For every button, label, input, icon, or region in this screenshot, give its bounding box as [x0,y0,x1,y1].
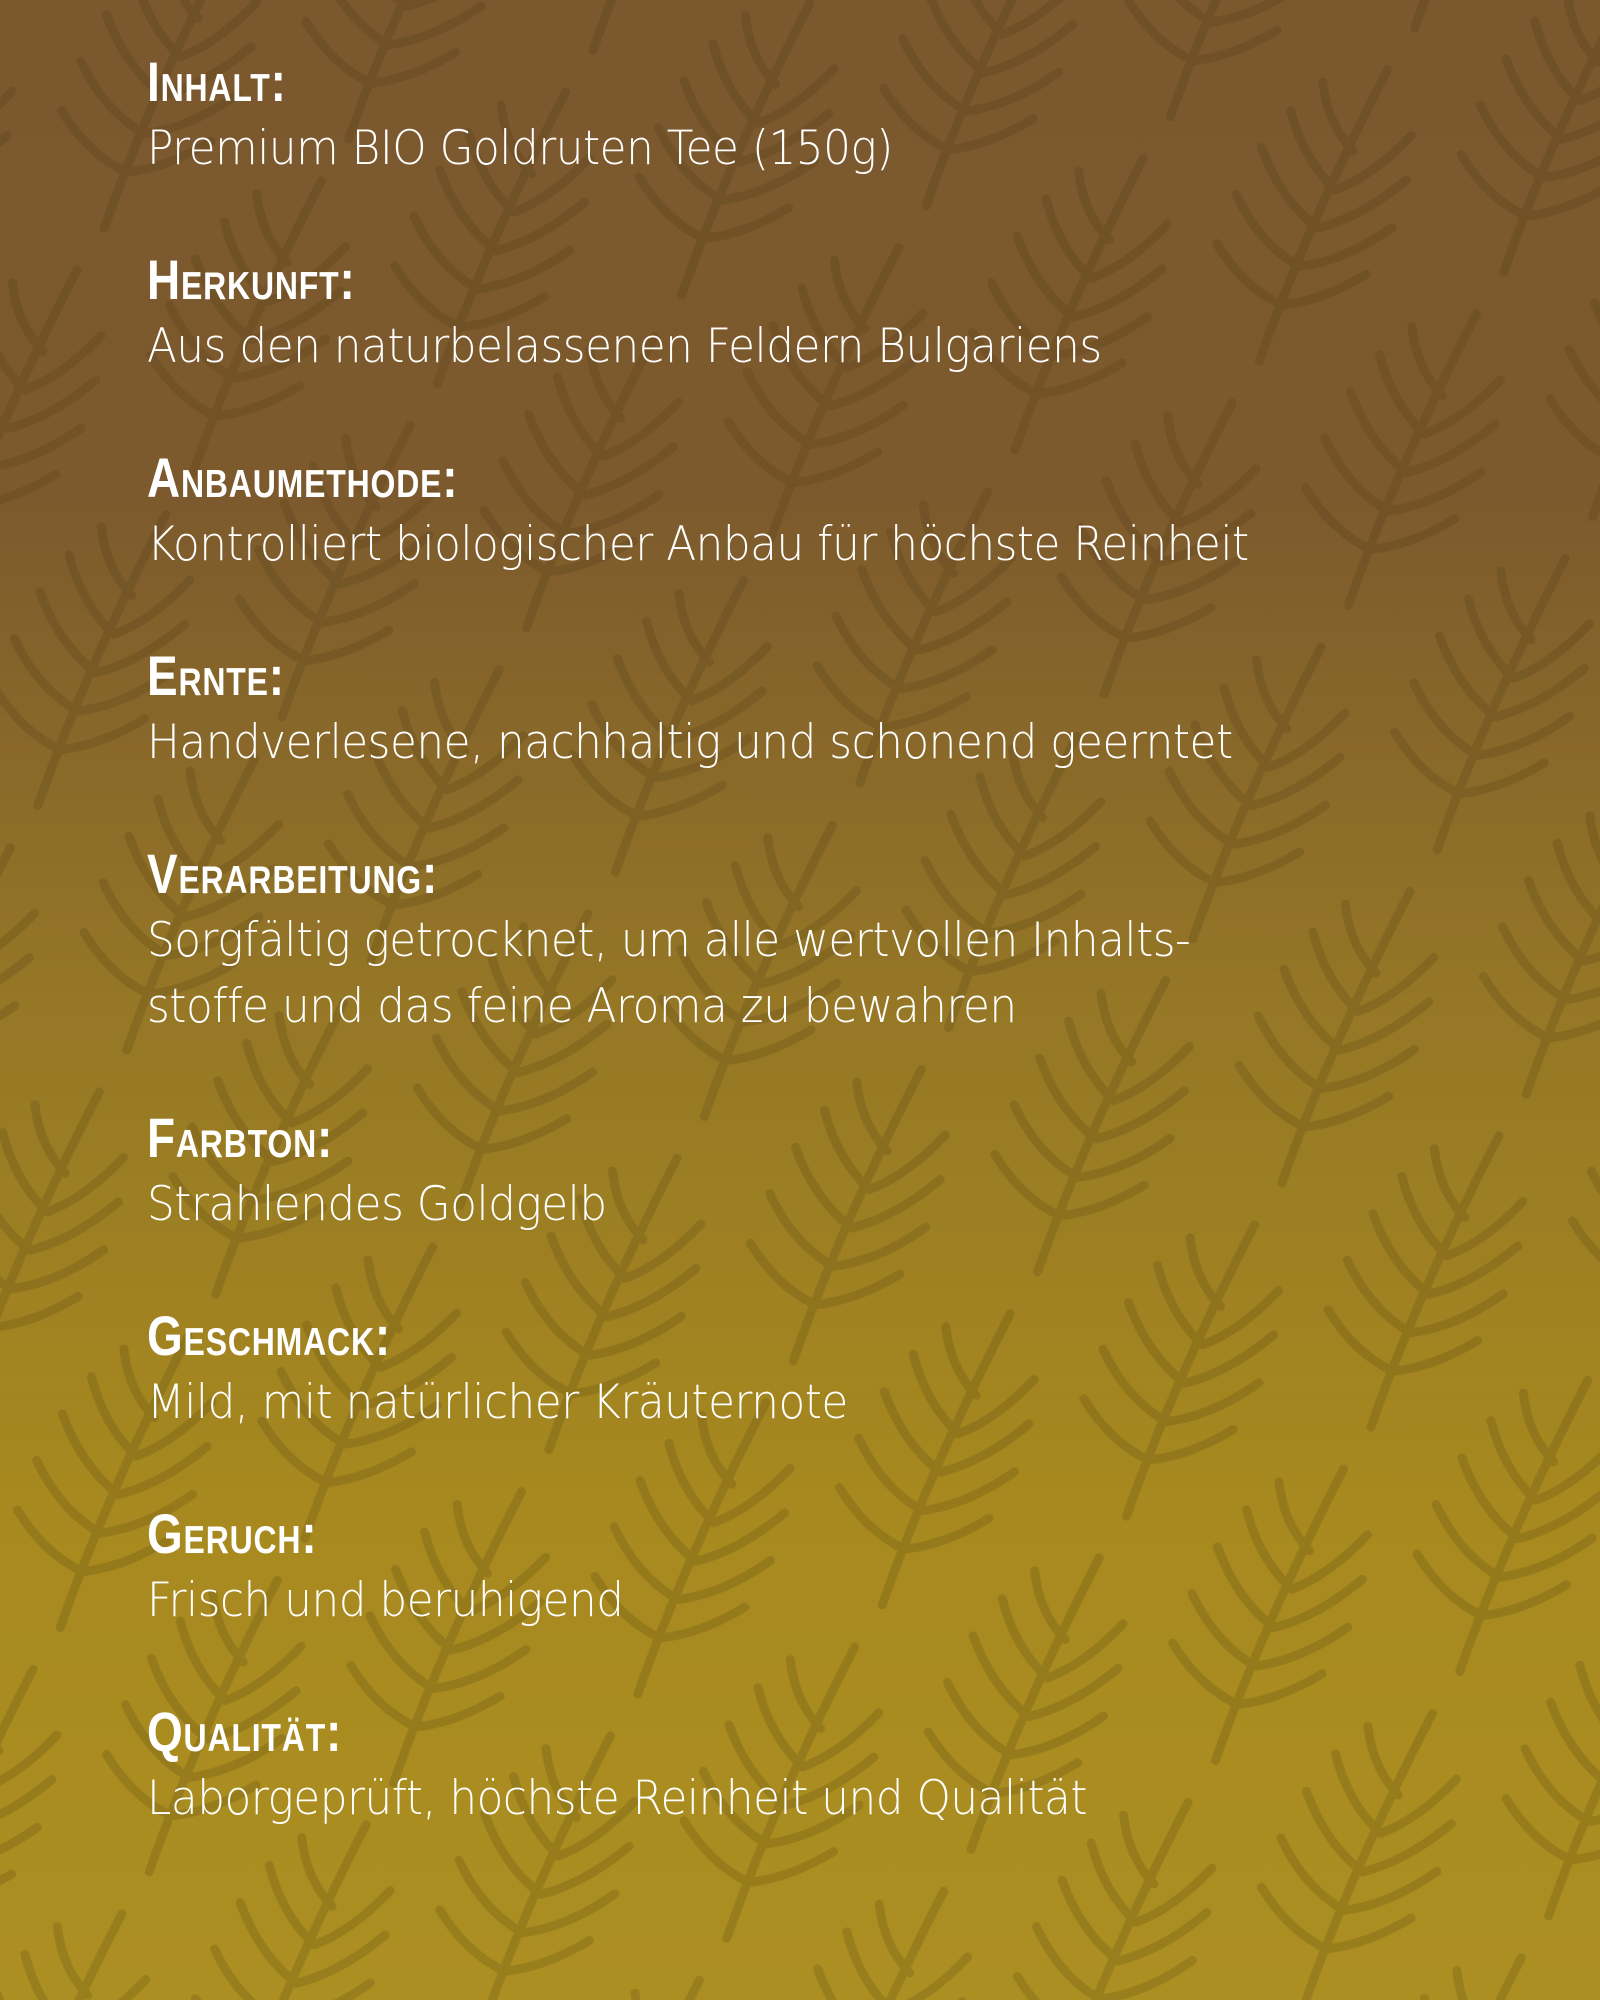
section-verarbeitung [147,844,1547,1108]
product-details [147,52,1547,1900]
heading-inhalt: Inhalt: [147,50,287,113]
value-geruch: Frisch und beruhigend [147,1573,624,1628]
heading-anbaumethode: Anbaumethode: [147,446,459,509]
section-inhalt [147,52,1547,250]
value-verarbeitung-line-2: stoffe und das feine Aroma zu bewahren [147,979,1017,1034]
section-geschmack [147,1306,1547,1504]
value-qualitaet: Laborgeprüft, höchste Reinheit und Qualität [147,1771,1088,1826]
value-verarbeitung-line-1: Sorgfältig getrocknet, um alle wertvollen Inhalts- [147,913,1191,968]
section-farbton [147,1108,1547,1306]
section-qualitaet [147,1702,1547,1900]
heading-geschmack: Geschmack: [147,1304,391,1367]
value-herkunft: Aus den naturbelassenen Feldern Bulgariens [147,319,1102,374]
heading-qualitaet: Qualität: [147,1700,343,1763]
section-herkunft [147,250,1547,448]
heading-verarbeitung: Verarbeitung: [147,842,439,905]
value-anbaumethode: Kontrolliert biologischer Anbau für höchste Reinheit [147,517,1249,572]
section-anbaumethode [147,448,1547,646]
value-ernte: Handverlesene, nachhaltig und schonend geerntet [147,715,1233,770]
heading-herkunft: Herkunft: [147,248,356,311]
value-farbton: Strahlendes Goldgelb [147,1177,607,1232]
heading-ernte: Ernte: [147,644,285,707]
heading-geruch: Geruch: [147,1502,318,1565]
value-inhalt: Premium BIO Goldruten Tee (150g) [147,121,893,176]
value-geschmack: Mild, mit natürlicher Kräuternote [147,1375,848,1430]
section-geruch [147,1504,1547,1702]
section-ernte [147,646,1547,844]
heading-farbton: Farbton: [147,1106,334,1169]
